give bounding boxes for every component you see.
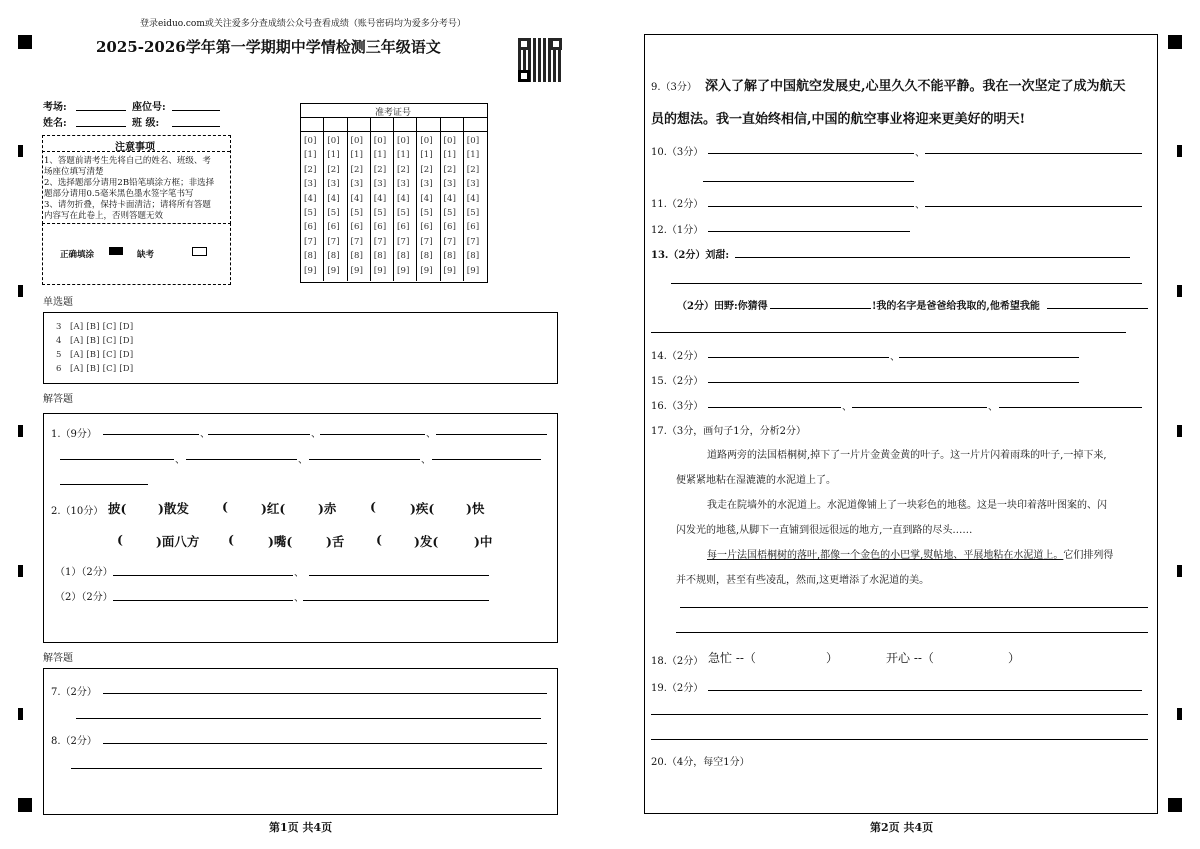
answer-line[interactable] (103, 743, 547, 744)
word-1: 急忙 --（ (708, 651, 756, 665)
section-answer-2: 解答题 (43, 653, 73, 664)
answer-line[interactable] (309, 459, 420, 460)
seat-field[interactable] (172, 110, 220, 111)
choice-options[interactable]: [A] [B] [C] [D] (70, 322, 134, 332)
ticket-digit-bubble[interactable]: [8] (350, 251, 364, 262)
answer-line[interactable] (113, 575, 293, 576)
idiom-fragment: )面八方 (156, 534, 200, 549)
answer-line[interactable] (1047, 308, 1148, 309)
answer-line[interactable] (432, 459, 541, 460)
timing-mark (18, 565, 23, 577)
filled-sample (109, 247, 123, 255)
answer-line[interactable] (852, 407, 987, 408)
ticket-column-divider (323, 118, 324, 281)
ticket-digit-bubble[interactable]: [7] (443, 236, 457, 247)
answer-line[interactable] (208, 434, 310, 435)
qr-code-corner (518, 70, 530, 82)
answer-line[interactable] (770, 308, 871, 309)
notice-line: 2、选择题部分请用2B铅笔填涂方框；非选择 (44, 178, 215, 188)
ticket-digit-bubble[interactable]: [8] (420, 251, 433, 262)
registration-mark (18, 798, 32, 812)
timing-mark (1177, 708, 1182, 720)
ticket-digit-bubble[interactable]: [9] (420, 265, 433, 276)
ticket-digit-bubble[interactable]: [6] (304, 222, 317, 233)
question-11-label: 11.（2分） (651, 199, 704, 210)
idiom-fragment: )舌 (326, 534, 345, 549)
ticket-digit-bubble[interactable]: [8] (373, 251, 387, 262)
ticket-column-divider (347, 118, 348, 281)
separator: 、 (988, 402, 998, 413)
separator: 、 (298, 455, 308, 466)
answer-line[interactable] (708, 407, 841, 408)
fill-correct-label: 正确填涂 (60, 250, 95, 260)
separator: 、 (175, 455, 185, 466)
ticket-digit-bubble[interactable]: [6] (443, 222, 457, 233)
timing-mark (18, 708, 23, 720)
absent-checkbox[interactable] (192, 247, 207, 256)
passage-line-underlined (707, 546, 1113, 561)
ticket-digit-bubble[interactable]: [0] (373, 136, 387, 146)
answer-line[interactable] (60, 484, 148, 485)
ticket-digit-bubble[interactable]: [7] (304, 236, 317, 247)
ticket-digit-bubble[interactable]: [9] (443, 265, 457, 276)
ticket-digit-bubble[interactable]: [0] (350, 136, 364, 146)
ticket-digit-bubble[interactable]: [4] (420, 193, 433, 204)
ticket-digit-bubble[interactable]: [3] (466, 179, 480, 190)
question-12-label: 12.（1分） (651, 225, 704, 236)
ticket-digit-bubble[interactable]: [3] (304, 179, 317, 190)
ticket-digit-bubble[interactable]: [5] (327, 208, 340, 218)
separator: 、 (200, 429, 210, 440)
ticket-digit-bubble[interactable]: [4] (327, 193, 340, 204)
choice-options[interactable]: [A] [B] [C] [D] (70, 350, 134, 360)
ticket-digit-bubble[interactable]: [5] (443, 208, 457, 218)
answer-line[interactable] (60, 459, 174, 460)
name-label: 姓名: (43, 118, 67, 129)
separator: 、 (294, 568, 304, 579)
ticket-digit-bubble[interactable]: [4] (443, 193, 457, 204)
passage-text: 它们排列得 (1063, 550, 1114, 561)
answer-line[interactable] (71, 768, 542, 769)
ticket-digit-bubble[interactable]: [9] (397, 265, 410, 276)
ticket-digit-bubble[interactable]: [7] (397, 236, 410, 247)
ticket-digit-bubble[interactable]: [8] (443, 251, 457, 262)
word-2: 开心 --（ (886, 651, 934, 665)
answer-line[interactable] (999, 407, 1142, 408)
question-17-label: 17.（3分，画句子1分，分析2分） (651, 426, 806, 437)
notice-line: 内容写在此卷上，否则答题无效 (44, 211, 164, 221)
absent-label: 缺考 (137, 250, 155, 260)
separator: 、 (915, 200, 925, 211)
idiom-fragment: )疾( (410, 501, 435, 516)
ticket-digit-bubble[interactable]: [5] (420, 208, 433, 218)
ticket-digit-bubble[interactable]: [2] (304, 164, 317, 175)
idiom-fragment: ( (370, 499, 376, 514)
ticket-digit-bubble[interactable]: [3] (443, 179, 457, 190)
ticket-digit-bubble[interactable]: [4] (350, 193, 364, 204)
idiom-fragment: )红( (261, 501, 286, 516)
notice-line: 1、答题前请考生先将自己的姓名、班级、考 (44, 156, 211, 166)
notice-line: 场座位填写清楚 (44, 167, 104, 177)
question-13b-text: !我的名字是爸爸给我取的,他希望我能 (872, 301, 1040, 312)
name-field[interactable] (76, 126, 126, 127)
bracket-close: ） (1008, 651, 1021, 665)
timing-mark (1177, 565, 1182, 577)
answer-line[interactable] (680, 607, 1148, 608)
answer-line[interactable] (303, 600, 489, 601)
ticket-digit-bubble[interactable]: [8] (466, 251, 480, 262)
ticket-digit-bubble[interactable]: [3] (420, 179, 433, 190)
class-label: 班 级: (132, 118, 160, 129)
answer-line[interactable] (113, 600, 293, 601)
registration-mark (18, 35, 32, 49)
timing-mark (1177, 425, 1182, 437)
answer-line[interactable] (651, 739, 1148, 740)
answer-line[interactable] (925, 153, 1142, 154)
separator: 、 (294, 593, 304, 604)
answer-line[interactable] (708, 153, 914, 154)
idiom-fragment: )中 (474, 534, 493, 549)
ticket-digit-bubble[interactable]: [1] (350, 150, 364, 161)
ticket-digit-bubble[interactable]: [0] (327, 136, 340, 146)
ticket-title: 准考证号 (375, 108, 412, 118)
separator: 、 (890, 352, 900, 363)
section-answer-1: 解答题 (43, 394, 73, 405)
question-2-label: 2.（10分） (51, 506, 104, 517)
ticket-digit-bubble[interactable]: [2] (443, 164, 457, 175)
ticket-digit-bubble[interactable]: [1] (420, 150, 433, 161)
ticket-digit-bubble[interactable]: [0] (304, 136, 317, 146)
ticket-digit-bubble[interactable]: [3] (350, 179, 364, 190)
ticket-digit-bubble[interactable]: [1] (373, 150, 387, 161)
seat-label: 座位号: (132, 102, 166, 113)
answer-line[interactable] (436, 434, 547, 435)
timing-mark (1177, 285, 1182, 297)
ticket-digit-bubble[interactable]: [0] (420, 136, 433, 146)
ticket-digit-bubble[interactable]: [9] (350, 265, 364, 276)
ticket-digit-bubble[interactable]: [9] (327, 265, 340, 276)
sub-question-2: （2）（2分） (55, 592, 113, 603)
passage-line: 我走在院墙外的水泥道上。水泥道像铺上了一块彩色的地毯。这是一块印着落叶图案的、闪 (707, 500, 1107, 511)
idiom-fragment: ( (117, 532, 123, 547)
ticket-digit-bubble[interactable]: [2] (350, 164, 364, 175)
answer-line[interactable] (320, 434, 425, 435)
ticket-digit-bubble[interactable]: [2] (466, 164, 480, 175)
timing-mark (18, 285, 23, 297)
ticket-digit-bubble[interactable]: [3] (327, 179, 340, 190)
ticket-digit-bubble[interactable]: [0] (397, 136, 410, 146)
ticket-digit-bubble[interactable]: [5] (373, 208, 387, 218)
notice-title: 注意事项 (115, 142, 155, 153)
ticket-digit-bubble[interactable]: [8] (397, 251, 410, 262)
question-9-text: 深入了解了中国航空发展史,心里久久不能平静。我在一次坚定了成为航天 (705, 79, 1126, 94)
notice-line: 题部分请用0.5毫米黑色墨水签字笔书写 (44, 189, 194, 199)
ticket-digit-bubble[interactable]: [7] (373, 236, 387, 247)
ticket-digit-bubble[interactable]: [1] (466, 150, 480, 161)
passage-line: 闪发光的地毯,从脚下一直铺到很远很远的地方,一直到路的尽头…… (676, 525, 973, 536)
idiom-fragment: )嘴( (268, 534, 293, 549)
notice-divider (42, 151, 230, 152)
idiom-fragment: ( (228, 532, 234, 547)
question-18-label: 18.（2分） (651, 656, 704, 667)
ticket-column-divider (463, 118, 464, 281)
page-footer-right: 第2页 共4页 (870, 821, 934, 834)
ticket-digit-bubble[interactable]: [7] (327, 236, 340, 247)
ticket-digit-bubble[interactable]: [1] (443, 150, 457, 161)
ticket-digit-bubble[interactable]: [6] (397, 222, 410, 233)
answer-line[interactable] (76, 718, 541, 719)
idiom-fragment: )散发 (158, 501, 189, 516)
exam-room-field[interactable] (76, 110, 126, 111)
separator: 、 (311, 429, 321, 440)
idiom-fragment: )发( (414, 534, 439, 549)
ticket-digit-bubble[interactable]: [5] (350, 208, 364, 218)
answer-line[interactable] (708, 382, 1079, 383)
separator: 、 (915, 148, 925, 159)
ticket-column-divider (416, 118, 417, 281)
ticket-digit-bubble[interactable]: [5] (304, 208, 317, 218)
ticket-digit-bubble[interactable]: [9] (466, 265, 480, 276)
notice-line: 3、请勿折叠，保持卡面清洁；请将所有答题 (44, 200, 211, 210)
answer-line[interactable] (899, 357, 1079, 358)
question-20-label: 20.（4分，每空1分） (651, 757, 750, 768)
ticket-digit-bubble[interactable]: [2] (397, 164, 410, 175)
answer-line[interactable] (708, 690, 1142, 691)
answer-line[interactable] (186, 459, 297, 460)
ticket-digit-bubble[interactable]: [7] (420, 236, 433, 247)
ticket-digit-bubble[interactable]: [6] (466, 222, 480, 233)
ticket-digit-bubble[interactable]: [2] (327, 164, 340, 175)
question-7-label: 7.（2分） (51, 687, 97, 698)
question-9-label: 9.（3分） (651, 82, 697, 93)
ticket-digit-bubble[interactable]: [9] (373, 265, 387, 276)
choice-num: 6 (56, 364, 62, 374)
ticket-digit-bubble[interactable]: [9] (304, 265, 317, 276)
answer-line[interactable] (708, 206, 914, 207)
separator: 、 (842, 402, 852, 413)
underlined-sentence: 每一片法国梧桐树的落叶,都像一个金色的小巴掌,熨帖地、平展地粘在水泥道上。 (707, 550, 1064, 561)
choice-options[interactable]: [A] [B] [C] [D] (70, 336, 134, 346)
ticket-digit-bubble[interactable]: [3] (397, 179, 410, 190)
separator: 、 (426, 429, 436, 440)
timing-mark (18, 425, 23, 437)
ticket-digit-bubble[interactable]: [6] (373, 222, 387, 233)
ticket-digit-bubble[interactable]: [1] (327, 150, 340, 161)
ticket-digit-bubble[interactable]: [0] (466, 136, 480, 146)
choice-options[interactable]: [A] [B] [C] [D] (70, 364, 134, 374)
answer-line[interactable] (703, 181, 914, 182)
answer-line[interactable] (651, 332, 1126, 333)
ticket-digit-bubble[interactable]: [4] (466, 193, 480, 204)
page-footer-left: 第1页 共4页 (269, 821, 333, 834)
answer-line[interactable] (708, 231, 910, 232)
answer-line[interactable] (671, 283, 1142, 284)
ticket-digit-bubble[interactable]: [4] (397, 193, 410, 204)
timing-mark (1177, 145, 1182, 157)
question-16-label: 16.（3分） (651, 401, 704, 412)
ticket-digit-bubble[interactable]: [5] (466, 208, 480, 218)
question-1-label: 1.（9分） (51, 429, 97, 440)
separator: 、 (421, 455, 431, 466)
answer-box-2 (43, 668, 558, 815)
ticket-digit-bubble[interactable]: [3] (373, 179, 387, 190)
ticket-digit-bubble[interactable]: [0] (443, 136, 457, 146)
answer-line[interactable] (103, 693, 547, 694)
idiom-fragment: ( (376, 532, 382, 547)
answer-line[interactable] (708, 357, 889, 358)
idiom-fragment: 披( (108, 501, 127, 516)
registration-mark (1168, 798, 1182, 812)
ticket-digit-bubble[interactable]: [6] (420, 222, 433, 233)
idiom-fragment: )快 (466, 501, 485, 516)
sub-question-1: （1）（2分） (55, 567, 113, 578)
answer-line[interactable] (735, 257, 1130, 258)
ticket-digit-bubble[interactable]: [7] (466, 236, 480, 247)
idiom-fragment: )赤 (318, 501, 337, 516)
ticket-digit-bubble[interactable]: [7] (350, 236, 364, 247)
bracket-close: ） (826, 651, 839, 665)
registration-mark (1168, 35, 1182, 49)
ticket-digit-bubble[interactable]: [8] (304, 251, 317, 262)
class-field[interactable] (172, 126, 220, 127)
timing-mark (18, 145, 23, 157)
ticket-digit-bubble[interactable]: [6] (327, 222, 340, 233)
page-title: 2025-2026学年第一学期期中学情检测三年级语文 (96, 38, 441, 56)
ticket-digit-bubble[interactable]: [6] (350, 222, 364, 233)
answer-line[interactable] (103, 434, 199, 435)
question-9-text: 员的想法。我一直始终相信,中国的航空事业将迎来更美好的明天! (651, 112, 1026, 127)
answer-line[interactable] (309, 575, 489, 576)
answer-box-1 (43, 413, 558, 643)
choice-num: 5 (56, 350, 62, 360)
choice-num: 3 (56, 322, 62, 332)
answer-line[interactable] (925, 206, 1142, 207)
idiom-fragment: ( (222, 499, 228, 514)
ticket-digit-bubble[interactable]: [4] (373, 193, 387, 204)
passage-line: 便紧紧地粘在湿漉漉的水泥道上了。 (676, 475, 836, 486)
section-single-choice: 单选题 (43, 297, 73, 308)
ticket-column-divider (440, 118, 441, 281)
ticket-column-divider (370, 118, 371, 281)
ticket-digit-bubble[interactable]: [5] (397, 208, 410, 218)
question-14-label: 14.（2分） (651, 351, 704, 362)
ticket-digit-bubble[interactable]: [2] (420, 164, 433, 175)
question-13b-label: （2分）田野:你猜得 (677, 301, 768, 312)
passage-line: 并不规则，甚至有些凌乱，然而,这更增添了水泥道的美。 (676, 575, 930, 586)
question-8-label: 8.（2分） (51, 736, 97, 747)
ticket-digit-bubble[interactable]: [1] (304, 150, 317, 161)
answer-line[interactable] (651, 714, 1148, 715)
question-19-label: 19.（2分） (651, 683, 704, 694)
ticket-digit-bubble[interactable]: [8] (327, 251, 340, 262)
choice-num: 4 (56, 336, 62, 346)
ticket-digit-bubble[interactable]: [2] (373, 164, 387, 175)
question-15-label: 15.（2分） (651, 376, 704, 387)
question-13-label: 13.（2分）刘甜: (651, 250, 730, 261)
ticket-digit-bubble[interactable]: [1] (397, 150, 410, 161)
passage-line: 道路两旁的法国梧桐树,掉下了一片片金黄金黄的叶子。这一片片闪着雨珠的叶子,一掉下来, (707, 450, 1107, 461)
exam-room-label: 考场: (43, 102, 67, 113)
ticket-column-divider (393, 118, 394, 281)
question-10-label: 10.（3分） (651, 147, 704, 158)
ticket-digit-bubble[interactable]: [4] (304, 193, 317, 204)
top-notice: 登录eiduo.com或关注爱多分查成绩公众号查看成绩（账号密码均为爱多分考号） (140, 19, 466, 29)
answer-line[interactable] (676, 632, 1148, 633)
